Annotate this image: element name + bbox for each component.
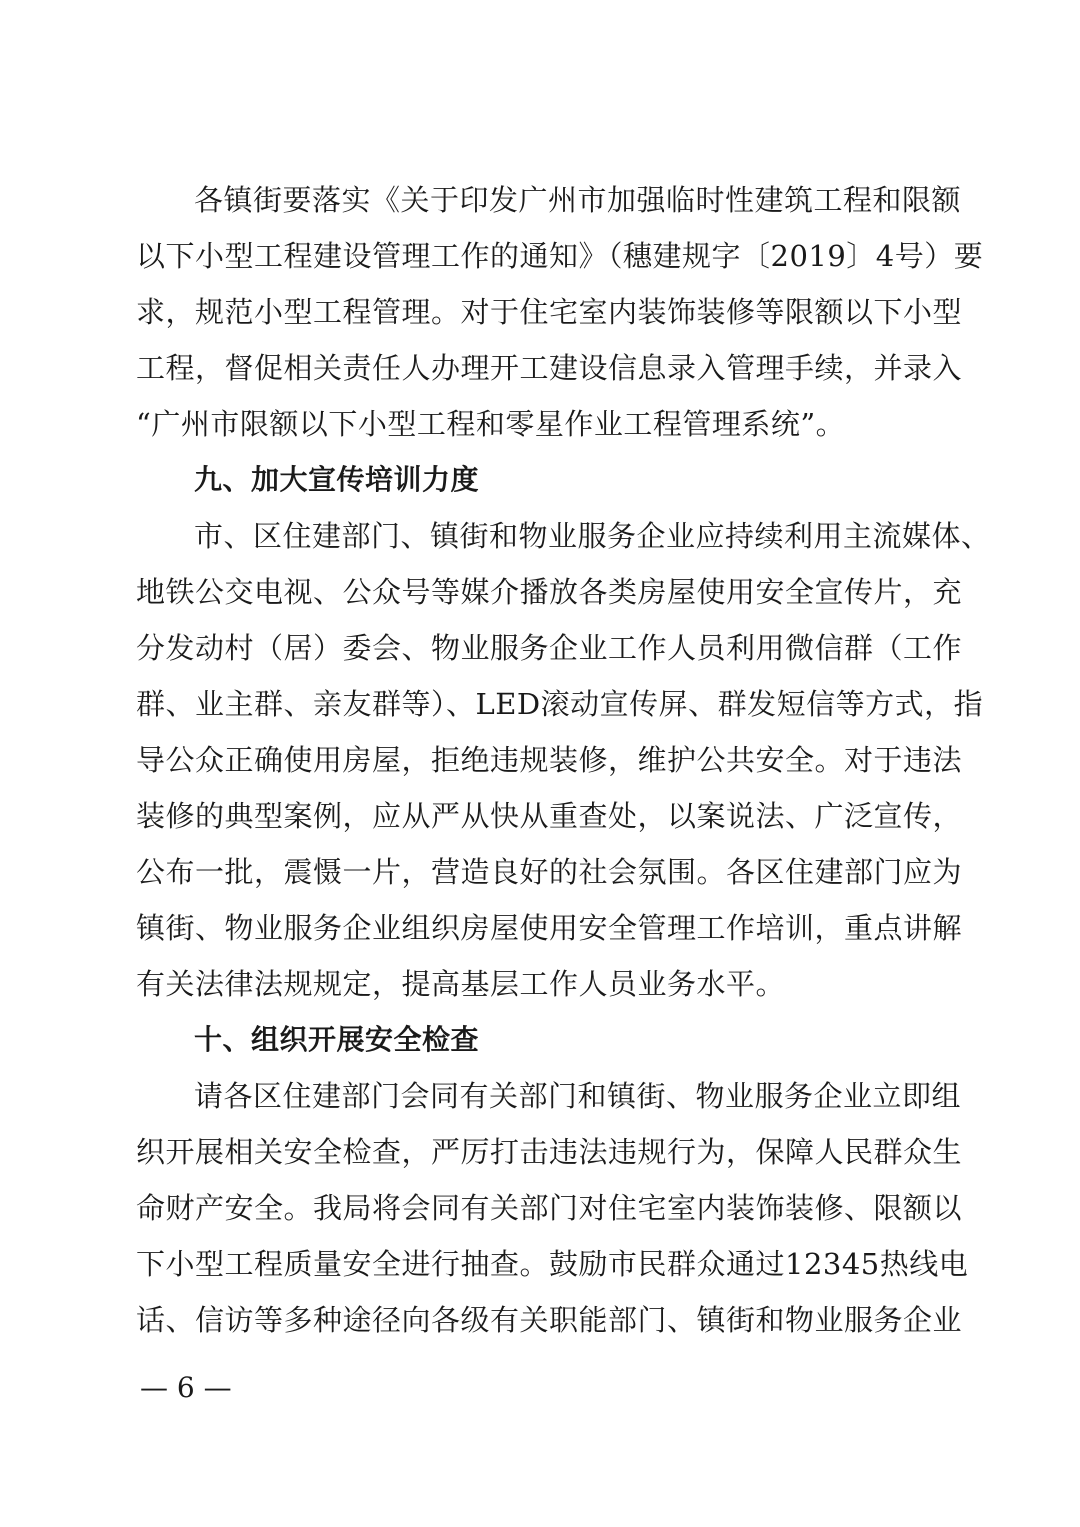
paragraph-small-projects	[136, 172, 984, 452]
text-line: 请各区住建部门会同有关部门和镇街、物业服务企业立即组	[194, 1079, 962, 1113]
text-line: 装修的典型案例，应从严从快从重查处，以案说法、广泛宣传，	[136, 799, 963, 833]
section-heading-nine: 九、加大宣传培训力度	[194, 463, 480, 496]
text-line: 命财产安全。我局将会同有关部门对住宅室内装饰装修、限额以	[136, 1191, 963, 1225]
document-body	[136, 172, 991, 1348]
text-line: 求，规范小型工程管理。对于住宅室内装饰装修等限额以下小型	[136, 295, 963, 329]
text-line: 有关法律法规规定，提高基层工作人员业务水平。	[136, 967, 786, 1001]
text-line: 各镇街要落实《关于印发广州市加强临时性建筑工程和限额	[194, 183, 962, 217]
text-line: 分发动村（居）委会、物业服务企业工作人员利用微信群（工作	[136, 631, 963, 665]
paragraph-publicity-training	[136, 508, 991, 1012]
text-line: 下小型工程质量安全进行抽查。鼓励市民群众通过12345热线电	[136, 1247, 969, 1281]
text-line: 群、业主群、亲友群等）、LED滚动宣传屏、群发短信等方式，指	[136, 687, 984, 721]
text-line: 地铁公交电视、公众号等媒介播放各类房屋使用安全宣传片，充	[136, 575, 963, 609]
text-line: 镇街、物业服务企业组织房屋使用安全管理工作培训，重点讲解	[136, 911, 963, 945]
text-line: 工程，督促相关责任人办理开工建设信息录入管理手续，并录入	[136, 351, 963, 385]
text-line: 话、信访等多种途径向各级有关职能部门、镇街和物业服务企业	[136, 1303, 963, 1337]
text-line: “广州市限额以下小型工程和零星作业工程管理系统”。	[136, 407, 846, 441]
text-line: 公布一批，震慑一片，营造良好的社会氛围。各区住建部门应为	[136, 855, 963, 889]
text-line: 导公众正确使用房屋，拒绝违规装修，维护公共安全。对于违法	[136, 743, 963, 777]
text-line: 以下小型工程建设管理工作的通知》（穗建规字〔2019〕4号）要	[136, 239, 984, 273]
text-line: 市、区住建部门、镇街和物业服务企业应持续利用主流媒体、	[194, 519, 991, 553]
text-line: 织开展相关安全检查，严厉打击违法违规行为，保障人民群众生	[136, 1135, 963, 1169]
page-number: — 6 —	[140, 1371, 232, 1404]
paragraph-safety-inspection	[136, 1068, 969, 1348]
section-heading-ten: 十、组织开展安全检查	[194, 1023, 480, 1056]
